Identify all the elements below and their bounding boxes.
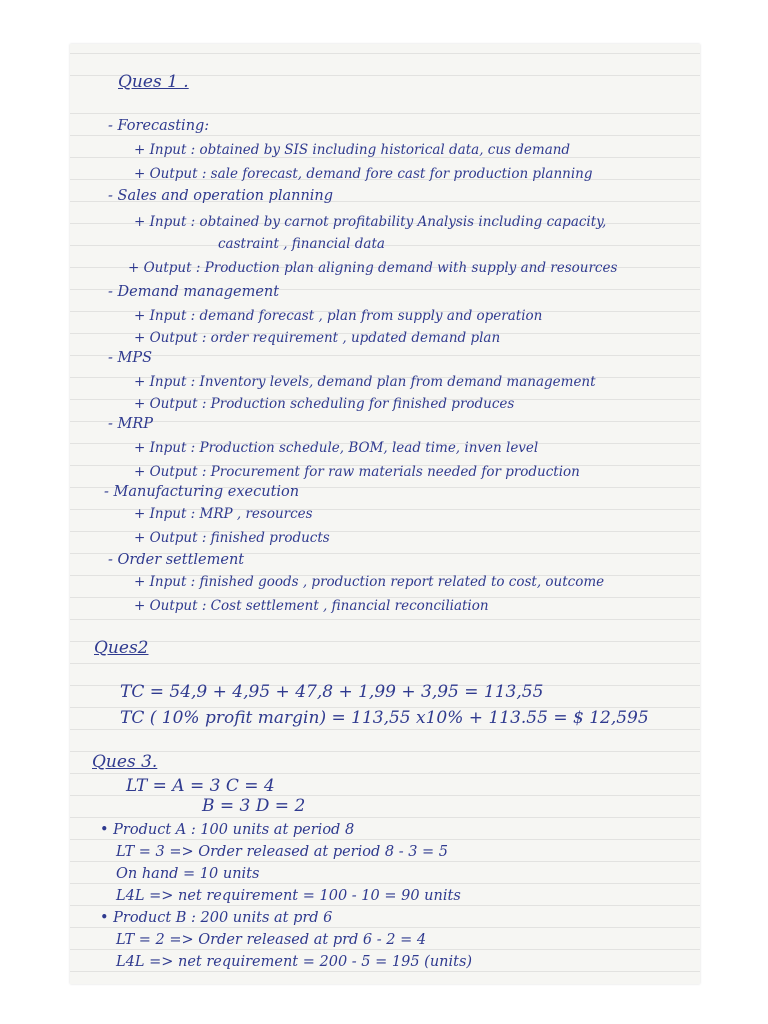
q1-line: + Input : MRP , resources [134,506,313,522]
q1-line: - MPS [108,350,153,366]
q1-line: - Forecasting: [108,118,210,134]
q1-line: + Output : Cost settlement , financial reconciliation [134,598,489,614]
q1-line: - Sales and operation planning [108,188,334,204]
q3-line: • Product B : 200 units at prd 6 [100,910,333,926]
q1-line: + Input : finished goods , production report related to cost, outcome [134,574,605,590]
q3-line: LT = 3 => Order released at period 8 - 3 = 5 [116,844,449,860]
q2-heading: Ques2 [94,638,149,658]
q1-line: - MRP [108,416,154,432]
q2-line: TC ( 10% profit margin) = 113,55 x10% + 113.55 = $ 12,595 [120,708,649,728]
q3-heading: Ques 3. [92,752,158,772]
q1-line: + Output : Production scheduling for finished produces [134,396,515,412]
q3-line: LT = A = 3 C = 4 [126,776,275,796]
q1-line: + Input : demand forecast , plan from supply and operation [134,308,543,324]
q1-line: + Input : obtained by carnot profitability Analysis including capacity, [134,214,607,230]
q3-line: • Product A : 100 units at period 8 [100,822,355,838]
q1-line: - Order settlement [108,552,245,568]
q3-line: LT = 2 => Order released at prd 6 - 2 = 4 [116,932,427,948]
q1-line: + Output : sale forecast, demand fore cast for production planning [134,166,593,182]
q1-line: + Input : Inventory levels, demand plan from demand management [134,374,596,390]
q1-line: + Output : Production plan aligning demand with supply and resources [128,260,618,276]
notebook-page [70,44,700,984]
q3-line: L4L => net requirement = 200 - 5 = 195 (units) [116,954,473,970]
q3-line: B = 3 D = 2 [202,796,306,816]
q1-heading: Ques 1 . [118,72,189,92]
q1-line: + Output : finished products [134,530,330,546]
q3-line: L4L => net requirement = 100 - 10 = 90 units [116,888,461,904]
q1-line: + Input : obtained by SIS including historical data, cus demand [134,142,571,158]
q3-line: On hand = 10 units [116,866,260,882]
q1-line: + Input : Production schedule, BOM, lead time, inven level [134,440,539,456]
q1-line: - Manufacturing execution [104,484,300,500]
q2-line: TC = 54,9 + 4,95 + 47,8 + 1,99 + 3,95 = 113,55 [120,682,544,702]
q1-line: castraint , financial data [218,236,385,252]
q1-line: - Demand management [108,284,280,300]
q1-line: + Output : Procurement for raw materials needed for production [134,464,580,480]
q1-line: + Output : order requirement , updated demand plan [134,330,501,346]
